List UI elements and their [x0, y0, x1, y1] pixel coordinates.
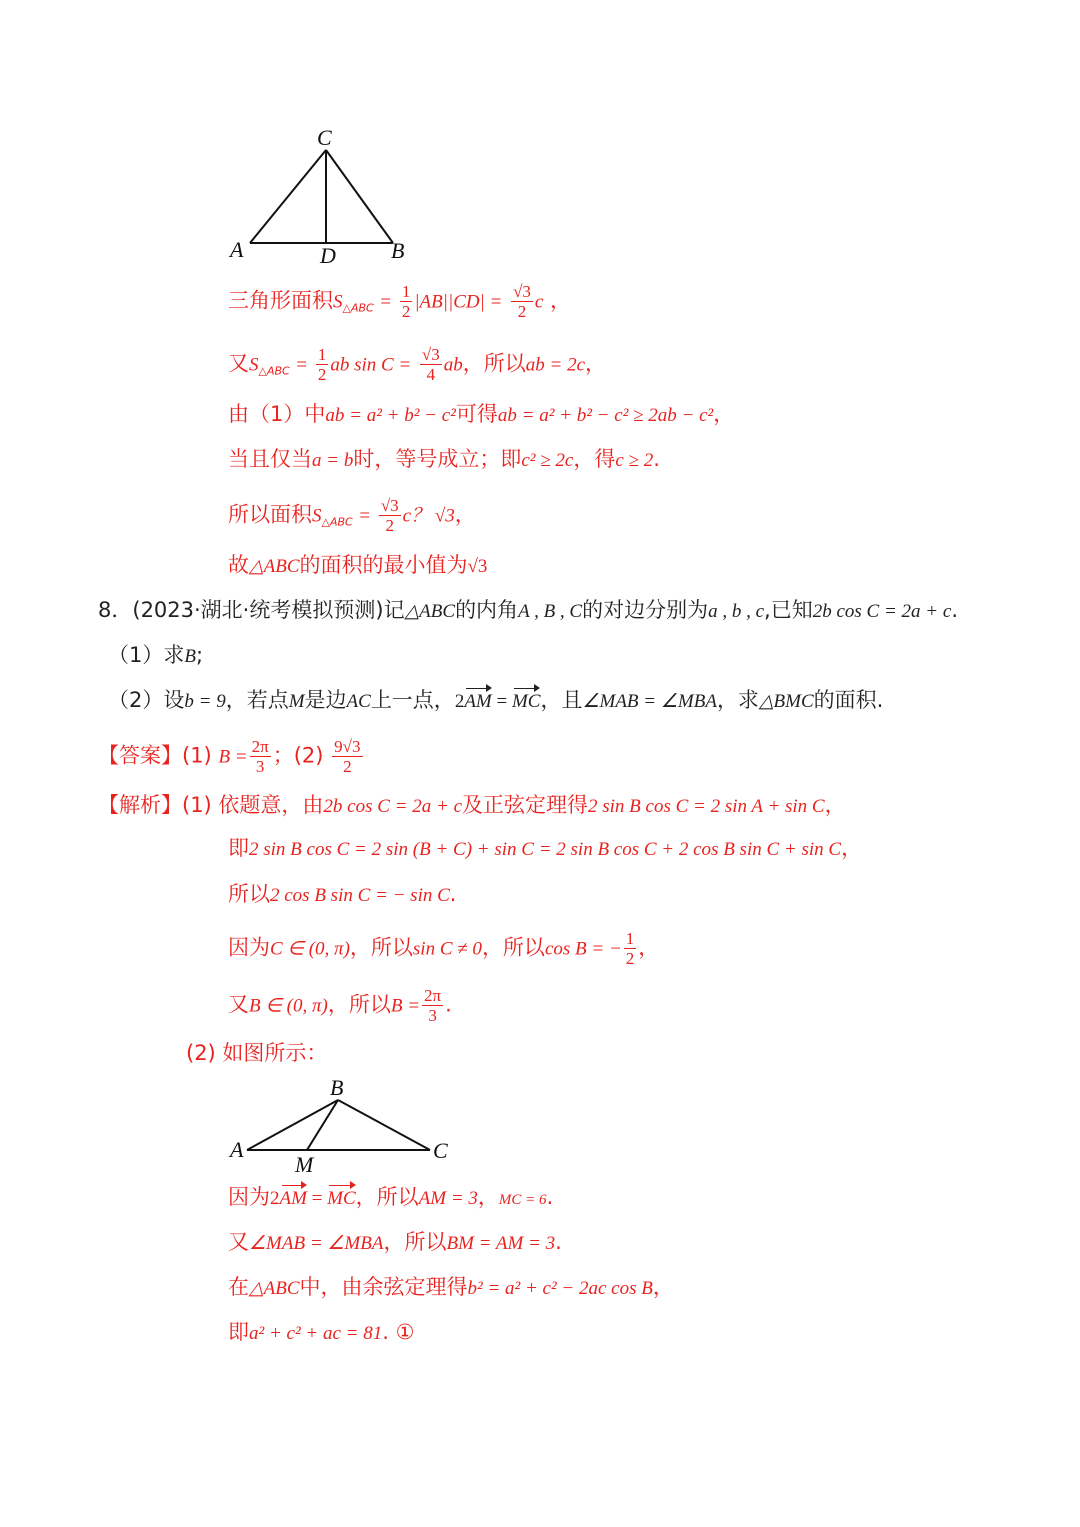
math: = [306, 1188, 328, 1209]
eq-sign: = [380, 291, 392, 313]
text: （2）设 [108, 688, 185, 712]
math: √3 [467, 556, 488, 577]
text: . [546, 1185, 554, 1209]
triangle-figure-1 [225, 125, 425, 270]
text: 又 [228, 1230, 249, 1254]
math: BM = AM = 3 [446, 1233, 556, 1254]
math: A , B , C [518, 601, 583, 622]
analysis2-line-3 [228, 1272, 674, 1304]
num: 1 [625, 929, 635, 948]
text: ，所以 [462, 351, 526, 376]
text: . [445, 992, 452, 1017]
area-line-3 [228, 399, 734, 431]
area-line-4 [228, 444, 660, 476]
text: (1) 依题意，由 [182, 793, 324, 817]
analysis-line-3 [228, 879, 456, 911]
area-line-5 [228, 496, 476, 538]
num: √3 [513, 282, 531, 301]
math: AC [346, 691, 371, 712]
s-subscript: △ABC [321, 515, 353, 529]
text: 故 [228, 553, 249, 577]
text: 的内角 [455, 598, 519, 622]
question-1 [108, 640, 203, 672]
den: 2 [517, 302, 527, 321]
text: (1) [182, 743, 212, 768]
text: 时，等号成立；即 [353, 447, 522, 471]
den: 2 [625, 949, 635, 968]
text: 记 [383, 598, 405, 622]
text: ，且 [540, 688, 583, 712]
text: ，所以 [355, 1185, 419, 1209]
num: 1 [401, 282, 411, 301]
analysis-label: 【解析】 [98, 793, 182, 817]
side-cb [326, 150, 393, 243]
area-text: 三角形面积 [228, 288, 333, 313]
sqrt3-over-4 [420, 345, 442, 384]
math: 2b cos C = 2a + c [812, 601, 952, 622]
text: 的面积. [813, 688, 884, 712]
text: ， [585, 351, 607, 376]
analysis-line-5 [228, 986, 452, 1025]
label-d: D [320, 243, 336, 268]
label-a: A [230, 1137, 244, 1162]
s-symbol: S [312, 505, 322, 527]
text: 因为 [228, 935, 270, 960]
math: △ABC [249, 556, 300, 577]
analysis-line-2 [228, 833, 862, 865]
math: 2 cos B sin C = − sin C [270, 885, 450, 906]
answer-frac-2 [332, 737, 362, 776]
den: 4 [426, 365, 436, 384]
text: 当且仅当 [228, 447, 312, 471]
text: 所以面积 [228, 502, 312, 527]
eq-sign: = [296, 354, 308, 376]
math: C ∈ (0, π) [270, 938, 350, 960]
s-subscript: △ABC [342, 301, 374, 315]
den: 2 [317, 365, 327, 384]
text: ; [195, 643, 204, 667]
label-c: C [433, 1138, 448, 1163]
text: . [555, 1230, 562, 1254]
math: △BMC [758, 691, 814, 712]
half-fraction [316, 345, 329, 384]
vector-mc: MC [327, 1184, 356, 1214]
text: 由（1）中 [228, 402, 326, 426]
math: c² ≥ 2c [521, 450, 574, 471]
math: △ABC [249, 1278, 300, 1299]
num: 2π [251, 737, 269, 756]
math: B = [390, 995, 421, 1017]
text: 的面积的最小值为 [299, 553, 468, 577]
vector-mc: MC [512, 687, 541, 717]
circled-one: ① [395, 1320, 415, 1344]
side-ab [247, 1100, 338, 1150]
math: 2 sin B cos C = 2 sin (B + C) + sin C = 2 sin B cos C + 2 cos B sin C + sin C [249, 839, 842, 860]
text: ，所以 [349, 935, 413, 960]
text: 所以 [228, 882, 270, 906]
vector-am: AM [464, 687, 491, 717]
text: 在 [228, 1275, 249, 1299]
den: 3 [255, 757, 265, 776]
math: ab = a² + b² − c² ≥ 2ab − c² [497, 405, 714, 426]
math: 2b cos C = 2a + c [323, 796, 462, 817]
text: ,已知 [764, 598, 813, 622]
text: 上一点， [370, 688, 455, 712]
sqrt3-over-2b [379, 496, 401, 535]
text: 因为 [228, 1185, 270, 1209]
num: 2π [424, 986, 442, 1005]
text: . [653, 447, 660, 471]
text: 即 [228, 836, 249, 860]
num: 1 [317, 345, 327, 364]
area-line-2 [228, 345, 606, 387]
text: ， [652, 1275, 674, 1299]
ab-var: ab [443, 354, 463, 376]
label-b: B [330, 1075, 344, 1100]
text: ， [638, 935, 660, 960]
math: MC = 6 [498, 1192, 547, 1208]
analysis2-line-1 [228, 1182, 553, 1215]
text: . [449, 882, 457, 906]
text: 是边 [304, 688, 347, 712]
text: ，所以 [481, 935, 545, 960]
eq-sign: = [359, 505, 371, 527]
text: （1）求 [108, 643, 185, 667]
math: B = [218, 746, 248, 768]
s-symbol: S [249, 354, 259, 376]
math: B [184, 646, 196, 667]
math: AM = 3 [418, 1188, 478, 1209]
math: ∠MAB = ∠MBA [582, 691, 717, 712]
half-fraction [400, 282, 413, 321]
text: 可得 [455, 402, 498, 426]
text: 即 [228, 1320, 249, 1344]
text: ，所以 [383, 1230, 447, 1254]
triangle-figure-2 [225, 1075, 465, 1180]
text: 及正弦定理得 [462, 793, 588, 817]
math: ∠MAB = ∠MBA [249, 1233, 384, 1254]
math: cos B = − [544, 938, 622, 960]
answer-line [98, 737, 365, 776]
text: (2) 如图所示： [186, 1041, 328, 1065]
math: b = 9 [184, 691, 226, 712]
side-ca [250, 150, 326, 243]
analysis2-line-2 [228, 1227, 562, 1259]
area-line-6 [228, 550, 487, 582]
math: c ≥ 2 [615, 450, 654, 471]
num: 9√3 [334, 737, 361, 756]
label-c: C [317, 125, 332, 150]
math: a² + c² + ac = 81 [249, 1323, 383, 1344]
text: 又 [228, 351, 249, 376]
text: ， [824, 793, 846, 817]
text: ， [477, 1185, 499, 1209]
math: b² = a² + c² − 2ac cos B [467, 1278, 653, 1299]
vector-am: AM [280, 1184, 307, 1214]
math: = [491, 691, 512, 712]
text: ，所以 [327, 992, 391, 1017]
den: 3 [428, 1006, 437, 1025]
text: ， [713, 402, 735, 426]
analysis-part-2 [186, 1038, 327, 1068]
s-symbol: S [333, 291, 343, 313]
math: 2 [270, 1188, 280, 1209]
math: ab = a² + b² − c² [325, 405, 456, 426]
text: 中，由余弦定理得 [299, 1275, 468, 1299]
abcd-expr: |AB||CD| = [414, 291, 503, 313]
math: △ABC [404, 601, 456, 622]
math: sin C ≠ 0 [412, 938, 482, 960]
text: 的对边分别为 [582, 598, 709, 622]
analysis2-line-4 [228, 1317, 414, 1349]
text: ；(2) [272, 743, 324, 768]
label-a: A [230, 237, 244, 262]
math: ab = 2c [525, 354, 586, 376]
math: a , b , c [708, 601, 765, 622]
text: . [382, 1320, 389, 1344]
s-subscript: △ABC [258, 364, 290, 378]
label-b: B [391, 238, 405, 263]
math: 2 sin B cos C = 2 sin A + sin C [588, 796, 825, 817]
text: ，若点 [225, 688, 289, 712]
math: M [288, 691, 305, 712]
text: ，求 [716, 688, 759, 712]
math: 2 [454, 691, 465, 712]
text: 又 [228, 992, 249, 1017]
answer-label: 【答案】 [98, 743, 182, 768]
text: . [951, 598, 958, 622]
label-m: M [295, 1152, 314, 1177]
math: c？ √3 [402, 505, 455, 527]
question-2 [108, 685, 883, 717]
analysis-line-4 [228, 929, 659, 968]
two-pi-third [422, 986, 443, 1025]
text: ， [454, 502, 476, 527]
analysis-line-1 [98, 790, 846, 822]
absin-expr: ab sin C = [330, 354, 412, 376]
text: ，得 [573, 447, 616, 471]
math: a = b [312, 450, 354, 471]
den: 2 [343, 757, 352, 776]
den: 2 [401, 302, 411, 321]
side-bc [338, 1100, 430, 1150]
num: √3 [421, 345, 440, 364]
math: B ∈ (0, π) [249, 995, 328, 1017]
num: √3 [380, 496, 399, 515]
problem-number: 8． [98, 598, 133, 622]
problem-8-stem [98, 595, 958, 627]
sqrt3-over-2 [511, 282, 533, 321]
problem-source: (2023·湖北·统考模拟预测) [132, 598, 384, 622]
area-line-1: 三角形面积$S_{\triangle ABC}$ = $\frac{1}{2}$ |AB||CD| = $\frac{√3}{2}$ c ， [228, 282, 572, 321]
text: ， [841, 836, 863, 860]
c-var: c [534, 291, 544, 313]
den: 2 [385, 516, 394, 535]
half-frac [624, 929, 637, 968]
answer-frac-1 [250, 737, 271, 776]
